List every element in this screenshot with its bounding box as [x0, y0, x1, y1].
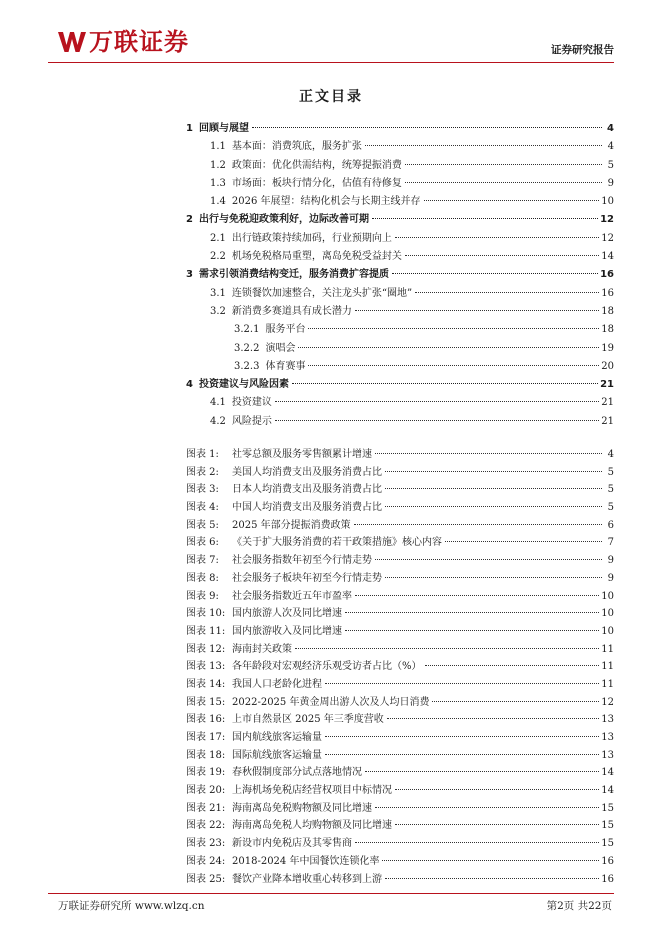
figure-entry-leader — [375, 807, 599, 808]
toc-entry-leader — [292, 383, 598, 384]
toc-entry-number: 1.4 — [210, 196, 226, 208]
footer-divider — [48, 893, 614, 894]
toc-entry[interactable] — [0, 266, 662, 284]
figure-entry-title: 海南封关政策 — [232, 643, 292, 655]
figure-entry[interactable] — [0, 570, 662, 588]
figure-entry-title: 2018-2024 年中国餐饮连锁化率 — [232, 855, 380, 867]
toc-entry-page: 5 — [607, 159, 614, 171]
report-type-label: 证券研究报告 — [551, 44, 614, 56]
figure-entry[interactable] — [0, 764, 662, 782]
toc-entry-number: 2 — [186, 214, 193, 226]
toc-entry-page: 12 — [601, 232, 614, 244]
footer-page-number: 第2页 共22页 — [546, 900, 612, 912]
figure-entry[interactable] — [0, 605, 662, 623]
toc-entry-page: 18 — [601, 305, 614, 317]
figure-entry-number: 图表 6: — [186, 537, 219, 549]
figure-entry[interactable] — [0, 853, 662, 871]
toc-entry-number: 1.1 — [210, 141, 226, 153]
figure-entry-number: 图表 22: — [186, 820, 226, 832]
figure-entry-title: 新设市内免税店及其零售商 — [232, 838, 352, 850]
page-header — [0, 0, 662, 66]
figure-entry-leader — [385, 471, 602, 472]
toc-entry[interactable] — [0, 321, 662, 339]
toc-entry-leader — [252, 127, 602, 128]
figure-entry-leader — [385, 878, 599, 879]
toc-entry[interactable] — [0, 193, 662, 211]
figure-entry-page: 6 — [607, 519, 614, 531]
toc-entry-title: 体育赛事 — [265, 360, 306, 372]
toc-entry-page: 16 — [601, 287, 614, 299]
figure-entry[interactable] — [0, 446, 662, 464]
figure-entry[interactable] — [0, 817, 662, 835]
figure-entry-page: 10 — [601, 590, 614, 602]
figure-entry-title: 餐饮产业降本增收重心转移到上游 — [232, 873, 382, 885]
toc-entry-title: 市场面：板块行情分化，估值有待修复 — [231, 177, 402, 189]
toc-entry-title: 出行与免税迎政策利好，边际改善可期 — [198, 214, 369, 226]
toc-entry-page: 10 — [601, 196, 614, 208]
toc-entry[interactable] — [0, 303, 662, 321]
figure-entry-page: 15 — [601, 820, 614, 832]
toc-entry-number: 4 — [186, 379, 193, 391]
figure-list — [0, 446, 662, 888]
toc-entry-page: 16 — [600, 269, 614, 281]
toc-entry-leader — [308, 328, 599, 329]
figure-entry-title: 上海机场免税店经营权项目中标情况 — [232, 785, 392, 797]
figure-entry-page: 11 — [601, 678, 614, 690]
figure-entry-number: 图表 7: — [186, 555, 219, 567]
figure-entry[interactable] — [0, 835, 662, 853]
figure-entry[interactable] — [0, 729, 662, 747]
toc-entry-number: 4.2 — [210, 415, 226, 427]
figure-entry-title: 海南离岛免税人均购物额及同比增速 — [232, 820, 392, 832]
toc-entry-page: 9 — [607, 177, 614, 189]
toc-entry-leader — [365, 145, 602, 146]
figure-entry-leader — [345, 630, 599, 631]
toc-entry[interactable] — [0, 394, 662, 412]
toc-entry-leader — [275, 420, 599, 421]
toc-entry-title: 演唱会 — [265, 342, 296, 354]
logo-text: 万联证券 — [89, 28, 189, 56]
figure-entry-number: 图表 5: — [186, 519, 219, 531]
toc-entry-page: 20 — [601, 360, 614, 372]
figure-entry-number: 图表 1: — [186, 449, 219, 460]
figure-entry-leader — [395, 789, 599, 790]
figure-entry-page: 13 — [601, 714, 614, 726]
figure-entry[interactable] — [0, 464, 662, 482]
figure-entry-title: 2022-2025 年黄金周出游人次及人均日消费 — [232, 696, 430, 708]
figure-entry[interactable] — [0, 534, 662, 552]
toc-entry[interactable] — [0, 230, 662, 248]
figure-entry-number: 图表 23: — [186, 838, 226, 850]
figure-entry-leader — [385, 506, 602, 507]
figure-entry[interactable] — [0, 481, 662, 499]
figure-entry-title: 2025 年部分提振消费政策 — [232, 519, 351, 531]
figure-entry-number: 图表 16: — [186, 714, 226, 726]
figure-entry-leader — [325, 754, 599, 755]
figure-entry-leader — [325, 683, 599, 684]
figure-entry-page: 15 — [601, 838, 614, 850]
toc-entry-leader — [298, 347, 599, 348]
toc-entry-number: 1.2 — [210, 159, 226, 171]
figure-entry[interactable] — [0, 694, 662, 712]
figure-entry-title: 我国人口老龄化进程 — [232, 678, 322, 690]
figure-entry-number: 图表 15: — [186, 696, 226, 708]
toc-entry-page: 19 — [601, 342, 614, 354]
figure-entry-page: 15 — [601, 802, 614, 814]
figure-entry-page: 5 — [607, 466, 614, 478]
toc-entry[interactable] — [0, 248, 662, 266]
figure-entry-page: 13 — [601, 732, 614, 743]
toc-entry-leader — [275, 401, 599, 402]
figure-entry-page: 13 — [601, 749, 614, 761]
toc-entry-title: 投资建议与风险因素 — [198, 379, 289, 391]
toc-entry-title: 服务平台 — [265, 324, 306, 336]
figure-entry[interactable] — [0, 623, 662, 641]
header-divider — [48, 62, 614, 63]
toc-entry-page: 14 — [601, 251, 614, 263]
figure-entry-page: 11 — [601, 643, 614, 655]
figure-entry-number: 图表 12: — [186, 643, 226, 655]
figure-entry-leader — [375, 453, 602, 454]
toc-entry-page: 21 — [600, 379, 614, 391]
figure-entry-title: 社会服务指数近五年市盈率 — [232, 590, 352, 602]
figure-entry-title: 国际航线旅客运输量 — [232, 749, 322, 761]
figure-entry-page: 16 — [601, 855, 614, 867]
figure-entry[interactable] — [0, 782, 662, 800]
toc-entry-number: 2.1 — [210, 232, 226, 244]
figure-entry-number: 图表 24: — [186, 855, 226, 867]
figure-entry-page: 5 — [607, 502, 614, 514]
figure-entry-number: 图表 2: — [186, 466, 219, 478]
figure-entry-title: 国内航线旅客运输量 — [232, 732, 322, 743]
figure-entry-number: 图表 13: — [186, 661, 226, 673]
figure-entry-number: 图表 8: — [186, 572, 219, 584]
figure-entry-leader — [385, 577, 602, 578]
figure-entry[interactable] — [0, 747, 662, 765]
figure-entry-number: 图表 4: — [186, 502, 219, 514]
toc-entry-page: 12 — [600, 214, 614, 226]
toc-entry-title: 出行链政策持续加码，行业预期向上 — [231, 232, 392, 244]
figure-entry-number: 图表 10: — [186, 608, 226, 620]
toc-entry[interactable] — [0, 285, 662, 303]
toc-entry-leader — [392, 273, 598, 274]
figure-entry-page: 14 — [601, 785, 614, 797]
figure-entry-leader — [375, 559, 602, 560]
figure-entry-number: 图表 9: — [186, 590, 219, 602]
figure-entry-title: 中国人均消费支出及服务消费占比 — [232, 502, 382, 514]
figure-entry-leader — [295, 648, 599, 649]
figure-entry-page: 10 — [601, 608, 614, 620]
toc-entry-title: 连锁餐饮加速整合，关注龙头扩张“圈地” — [231, 287, 413, 299]
company-logo — [58, 27, 189, 57]
toc-entry-leader — [395, 237, 599, 238]
toc-entry-title: 回顾与展望 — [198, 123, 249, 134]
figure-entry-title: 社零总额及服务零售额累计增速 — [232, 449, 372, 460]
toc-entry-number: 3.2.3 — [234, 360, 260, 372]
figure-entry-number: 图表 20: — [186, 785, 226, 797]
toc-entry[interactable] — [0, 376, 662, 394]
figure-entry-title: 美国人均消费支出及服务消费占比 — [232, 466, 382, 478]
toc-entry-title: 新消费多赛道具有成长潜力 — [231, 305, 352, 317]
toc-entry-leader — [405, 255, 599, 256]
toc-entry-number: 1 — [186, 123, 193, 134]
figure-entry-leader — [445, 541, 602, 542]
toc-entry-leader — [308, 365, 599, 366]
figure-entry[interactable] — [0, 499, 662, 517]
toc-entry-title: 风险提示 — [231, 415, 272, 427]
figure-entry-page: 14 — [601, 767, 614, 779]
figure-entry-page: 9 — [607, 555, 614, 567]
toc-entry-title: 投资建议 — [231, 397, 272, 409]
toc-entry-number: 3 — [186, 269, 193, 281]
toc-entry-title: 2026 年展望：结构化机会与长期主线并存 — [231, 196, 421, 208]
toc-entry[interactable] — [0, 120, 662, 138]
figure-entry-page: 4 — [607, 449, 614, 460]
toc-entry[interactable] — [0, 358, 662, 376]
toc-entry-leader — [372, 218, 598, 219]
figure-entry-number: 图表 3: — [186, 484, 219, 496]
table-of-contents — [0, 120, 662, 431]
toc-entry-page: 4 — [607, 123, 614, 134]
figure-entry-leader — [382, 860, 599, 861]
figure-entry-leader — [365, 771, 599, 772]
figure-entry[interactable] — [0, 676, 662, 694]
toc-entry-number: 4.1 — [210, 397, 226, 409]
figure-entry-number: 图表 14: — [186, 678, 226, 690]
figure-entry-page: 9 — [607, 572, 614, 584]
figure-entry-page: 16 — [601, 873, 614, 885]
figure-entry-title: 国内旅游人次及同比增速 — [232, 608, 342, 620]
figure-entry[interactable] — [0, 711, 662, 729]
figure-entry-title: 海南离岛免税购物额及同比增速 — [232, 802, 372, 814]
figure-entry-number: 图表 18: — [186, 749, 226, 761]
toc-entry[interactable] — [0, 211, 662, 229]
figure-entry[interactable] — [0, 871, 662, 889]
toc-entry-title: 政策面：优化供需结构，统筹提振消费 — [231, 159, 402, 171]
figure-entry-title: 各年龄段对宏观经济乐观受访者占比（%） — [232, 661, 422, 673]
figure-entry[interactable] — [0, 517, 662, 535]
figure-entry[interactable] — [0, 588, 662, 606]
figure-entry-title: 春秋假制度部分试点落地情况 — [232, 767, 362, 779]
figure-entry-title: 上市自然景区 2025 年三季度营收 — [232, 714, 384, 726]
figure-entry-number: 图表 11: — [186, 625, 226, 637]
toc-entry-title: 基本面：消费筑底，服务扩张 — [231, 141, 362, 153]
figure-entry-title: 国内旅游收入及同比增速 — [232, 625, 342, 637]
figure-entry-page: 5 — [607, 484, 614, 496]
figure-entry-page: 10 — [601, 625, 614, 637]
toc-entry-number: 3.1 — [210, 287, 226, 299]
toc-entry[interactable] — [0, 175, 662, 193]
page-title: 正文目录 — [299, 89, 363, 105]
toc-entry[interactable] — [0, 138, 662, 156]
toc-entry-number: 3.2 — [210, 305, 226, 317]
figure-entry[interactable] — [0, 552, 662, 570]
figure-entry[interactable] — [0, 641, 662, 659]
toc-entry-leader — [405, 164, 602, 165]
toc-entry-title: 机场免税格局重塑，离岛免税受益封关 — [231, 251, 402, 263]
toc-entry[interactable] — [0, 413, 662, 431]
figure-entry-page: 7 — [607, 537, 614, 549]
figure-entry-leader — [355, 595, 599, 596]
toc-entry-leader — [405, 182, 602, 183]
toc-entry-number: 3.2.2 — [234, 342, 260, 354]
toc-entry-page: 21 — [601, 415, 614, 427]
figure-entry-number: 图表 19: — [186, 767, 226, 779]
toc-entry-title: 需求引领消费结构变迁，服务消费扩容提质 — [198, 269, 389, 281]
figure-entry-leader — [355, 842, 599, 843]
figure-entry-page: 12 — [601, 696, 614, 708]
figure-entry-number: 图表 17: — [186, 732, 226, 743]
toc-entry-leader — [355, 310, 599, 311]
figure-entry-number: 图表 25: — [186, 873, 226, 885]
figure-entry[interactable] — [0, 800, 662, 818]
figure-entry[interactable] — [0, 658, 662, 676]
figure-entry-number: 图表 21: — [186, 802, 226, 814]
figure-entry-leader — [325, 736, 599, 737]
toc-entry[interactable] — [0, 157, 662, 175]
toc-entry-page: 4 — [607, 141, 614, 153]
toc-entry-leader — [415, 292, 599, 293]
figure-entry-title: 《关于扩大服务消费的若干政策措施》核心内容 — [232, 537, 442, 549]
figure-entry-leader — [354, 524, 602, 525]
figure-entry-leader — [385, 488, 602, 489]
figure-entry-title: 日本人均消费支出及服务消费占比 — [232, 484, 382, 496]
figure-entry-leader — [432, 701, 599, 702]
figure-entry-page: 11 — [601, 661, 614, 673]
logo-w-mark-icon — [58, 30, 86, 54]
toc-entry-number: 3.2.1 — [234, 324, 260, 336]
figure-entry-title: 社会服务指数年初至今行情走势 — [232, 555, 372, 567]
figure-entry-title: 社会服务子板块年初至今行情走势 — [232, 572, 382, 584]
figure-entry-leader — [345, 612, 599, 613]
figure-entry-leader — [395, 824, 599, 825]
toc-entry-leader — [424, 200, 600, 201]
figure-entry-leader — [387, 718, 599, 719]
toc-entry-page: 18 — [601, 324, 614, 336]
toc-entry-number: 2.2 — [210, 251, 226, 263]
footer-source: 万联证券研究所 www.wlzq.cn — [58, 900, 205, 912]
toc-entry-page: 21 — [601, 397, 614, 409]
figure-entry-leader — [425, 665, 600, 666]
toc-entry-number: 1.3 — [210, 177, 226, 189]
toc-entry[interactable] — [0, 340, 662, 358]
